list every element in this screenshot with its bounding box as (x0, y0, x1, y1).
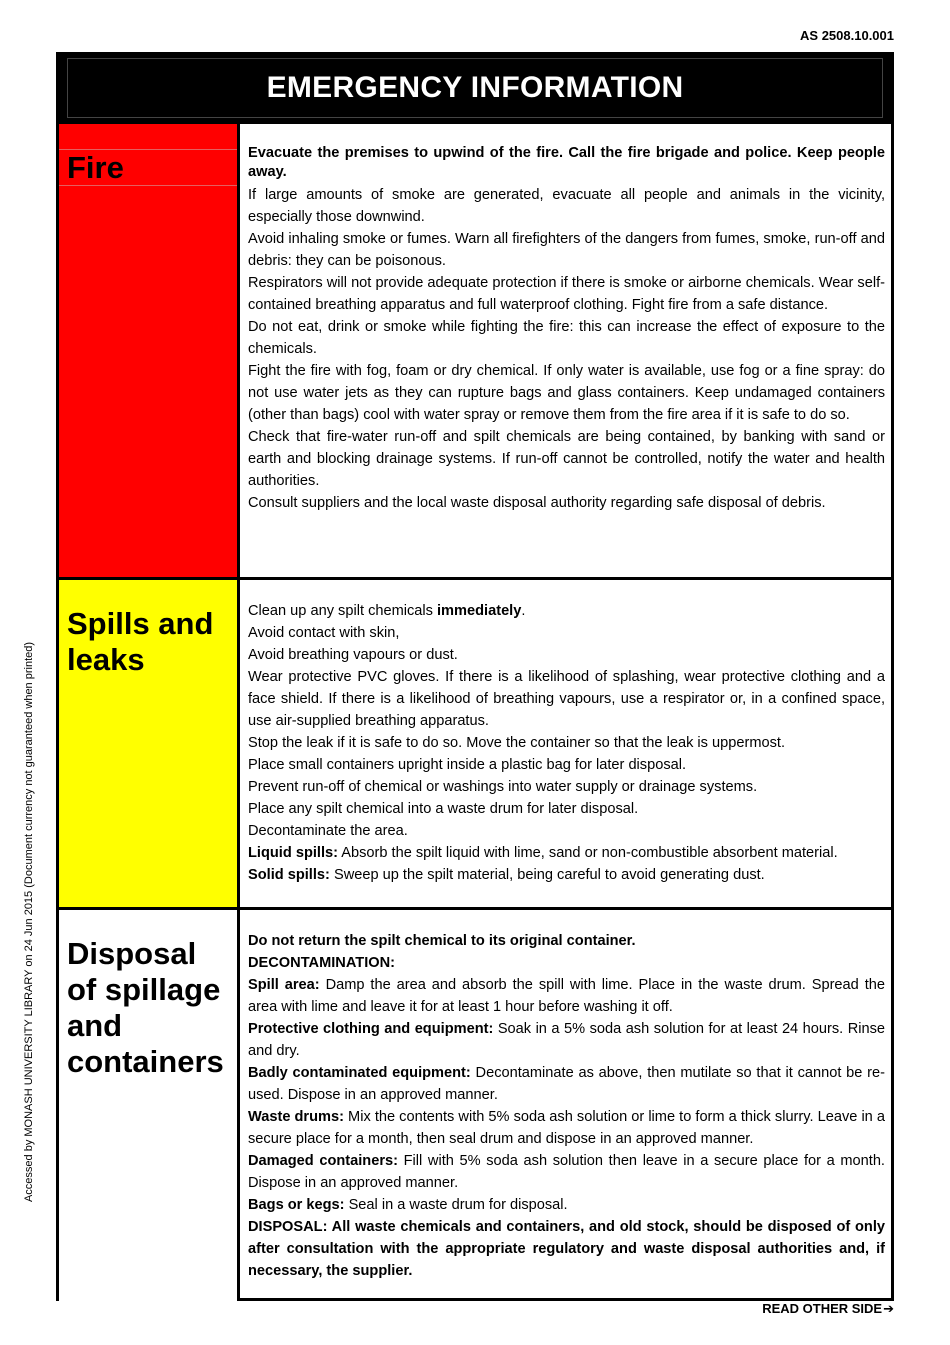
disposal-label-line: containers (67, 1044, 224, 1079)
disposal-label-line: Disposal (67, 936, 197, 971)
fire-paragraph: If large amounts of smoke are generated, evacuate all people and animals in the vicinity, especially those downwind. (248, 187, 885, 225)
spills-label-line: Spills and (67, 606, 214, 641)
spills-paragraph: Place small containers upright inside a plastic bag for later disposal. (248, 757, 687, 773)
spills-paragraph: Prevent run-off of chemical or washings into water supply or drainage systems. (248, 779, 758, 795)
spills-label-line: leaks (67, 642, 145, 677)
disposal-label-cell (59, 910, 240, 1301)
fire-instructions (240, 124, 891, 577)
decontamination-heading: DECONTAMINATION: (248, 955, 395, 971)
right-arrow-icon: ➔ (883, 1301, 894, 1316)
spills-section (59, 580, 891, 910)
disposal-final: DISPOSAL: All waste chemicals and containers, and old stock, should be disposed of only after consultation with the appropriate regulatory and waste disposal authorities and, if necessary, the supplier. (248, 1219, 885, 1279)
decon-item: Damaged containers: Fill with 5% soda ash solution then leave in a secure place for a month. Dispose in an approved manner. (248, 1153, 885, 1191)
spills-paragraph: Avoid contact with skin, (248, 625, 400, 641)
read-other-side (762, 1301, 894, 1317)
spills-paragraph: Place any spilt chemical into a waste drum for later disposal. (248, 801, 639, 817)
decon-item: Spill area: Damp the area and absorb the spill with lime. Place in the waste drum. Spread the area with lime and leave it for at least 1 hour before washing it off. (248, 977, 885, 1015)
fire-paragraph: Fight the fire with fog, foam or dry chemical. If only water is available, use fog or a fine spray: do not use water jets as they can rupture bags and glass containers. Keep undamaged containers (other than bags) cool with water spray or remove them from the fire area if it is safe to do so. (248, 363, 885, 423)
fire-paragraph: Check that fire-water run-off and spilt chemicals are being contained, by banking with sand or earth and blocking drainage systems. If run-off cannot be controlled, notify the water and health authorities. (248, 429, 885, 489)
spills-label-cell (59, 580, 240, 907)
disposal-intro: Do not return the spilt chemical to its original container. (248, 933, 636, 949)
disposal-instructions (240, 910, 891, 1301)
fire-lead: Evacuate the premises to upwind of the fire. Call the fire brigade and police. Keep people away. (248, 145, 885, 180)
spills-paragraph: Clean up any spilt chemicals immediately. (248, 603, 526, 619)
footer-text: READ OTHER SIDE (762, 1301, 883, 1316)
disposal-section (59, 910, 891, 1301)
spills-paragraph: Wear protective PVC gloves. If there is a likelihood of splashing, wear protective clothing and a face shield. If there is a likelihood of breathing vapours, use a respirator or, in a confined space, use air-supplied breathing apparatus. (248, 669, 885, 729)
fire-paragraph: Do not eat, drink or smoke while fighting the fire: this can increase the effect of exposure to the chemicals. (248, 319, 885, 357)
liquid-spills-paragraph: Liquid spills: Absorb the spilt liquid with lime, sand or non-combustible absorbent material. (248, 845, 838, 861)
fire-paragraph: Avoid inhaling smoke or fumes. Warn all firefighters of the dangers from fumes, smoke, run-off and debris: they can be poisonous. (248, 231, 885, 269)
decon-item: Badly contaminated equipment: Decontaminate as above, then mutilate so that it cannot be re-used. Dispose in an approved manner. (248, 1065, 885, 1103)
access-note: Accessed by MONASH UNIVERSITY LIBRARY on 24 Jun 2015 (Document currency not guaranteed when printed) (23, 641, 35, 1203)
solid-spills-paragraph: Solid spills: Sweep up the spilt material, being careful to avoid generating dust. (248, 867, 765, 883)
title-bar (59, 55, 891, 124)
fire-label-cell (59, 124, 240, 577)
fire-paragraph: Consult suppliers and the local waste disposal authority regarding safe disposal of debris. (248, 495, 826, 511)
spills-instructions (240, 580, 891, 907)
decon-item: Protective clothing and equipment: Soak in a 5% soda ash solution for at least 24 hours. Rinse and dry. (248, 1021, 886, 1059)
fire-label: Fire (67, 150, 124, 185)
page-title: EMERGENCY INFORMATION (266, 71, 684, 104)
fire-section (59, 124, 891, 580)
decon-item: Bags or kegs: Seal in a waste drum for disposal. (248, 1197, 568, 1213)
emergency-info-panel (56, 52, 894, 1301)
fire-paragraph: Respirators will not provide adequate protection if there is smoke or airborne chemicals. Wear self-contained breathing apparatus and full waterproof clothing. Fight fire from a safe distance. (248, 275, 885, 313)
document-id: AS 2508.10.001 (800, 28, 894, 43)
spills-paragraph: Decontaminate the area. (248, 823, 408, 839)
disposal-label-line: and (67, 1008, 123, 1043)
spills-paragraph: Avoid breathing vapours or dust. (248, 647, 458, 663)
decon-item: Waste drums: Mix the contents with 5% soda ash solution or lime to form a thick slurry. Leave in a secure place for a month, then seal drum and dispose in an approved manner. (248, 1109, 885, 1147)
spills-paragraph: Stop the leak if it is safe to do so. Move the container so that the leak is uppermost. (248, 735, 786, 751)
disposal-label-line: of spillage (67, 972, 221, 1007)
